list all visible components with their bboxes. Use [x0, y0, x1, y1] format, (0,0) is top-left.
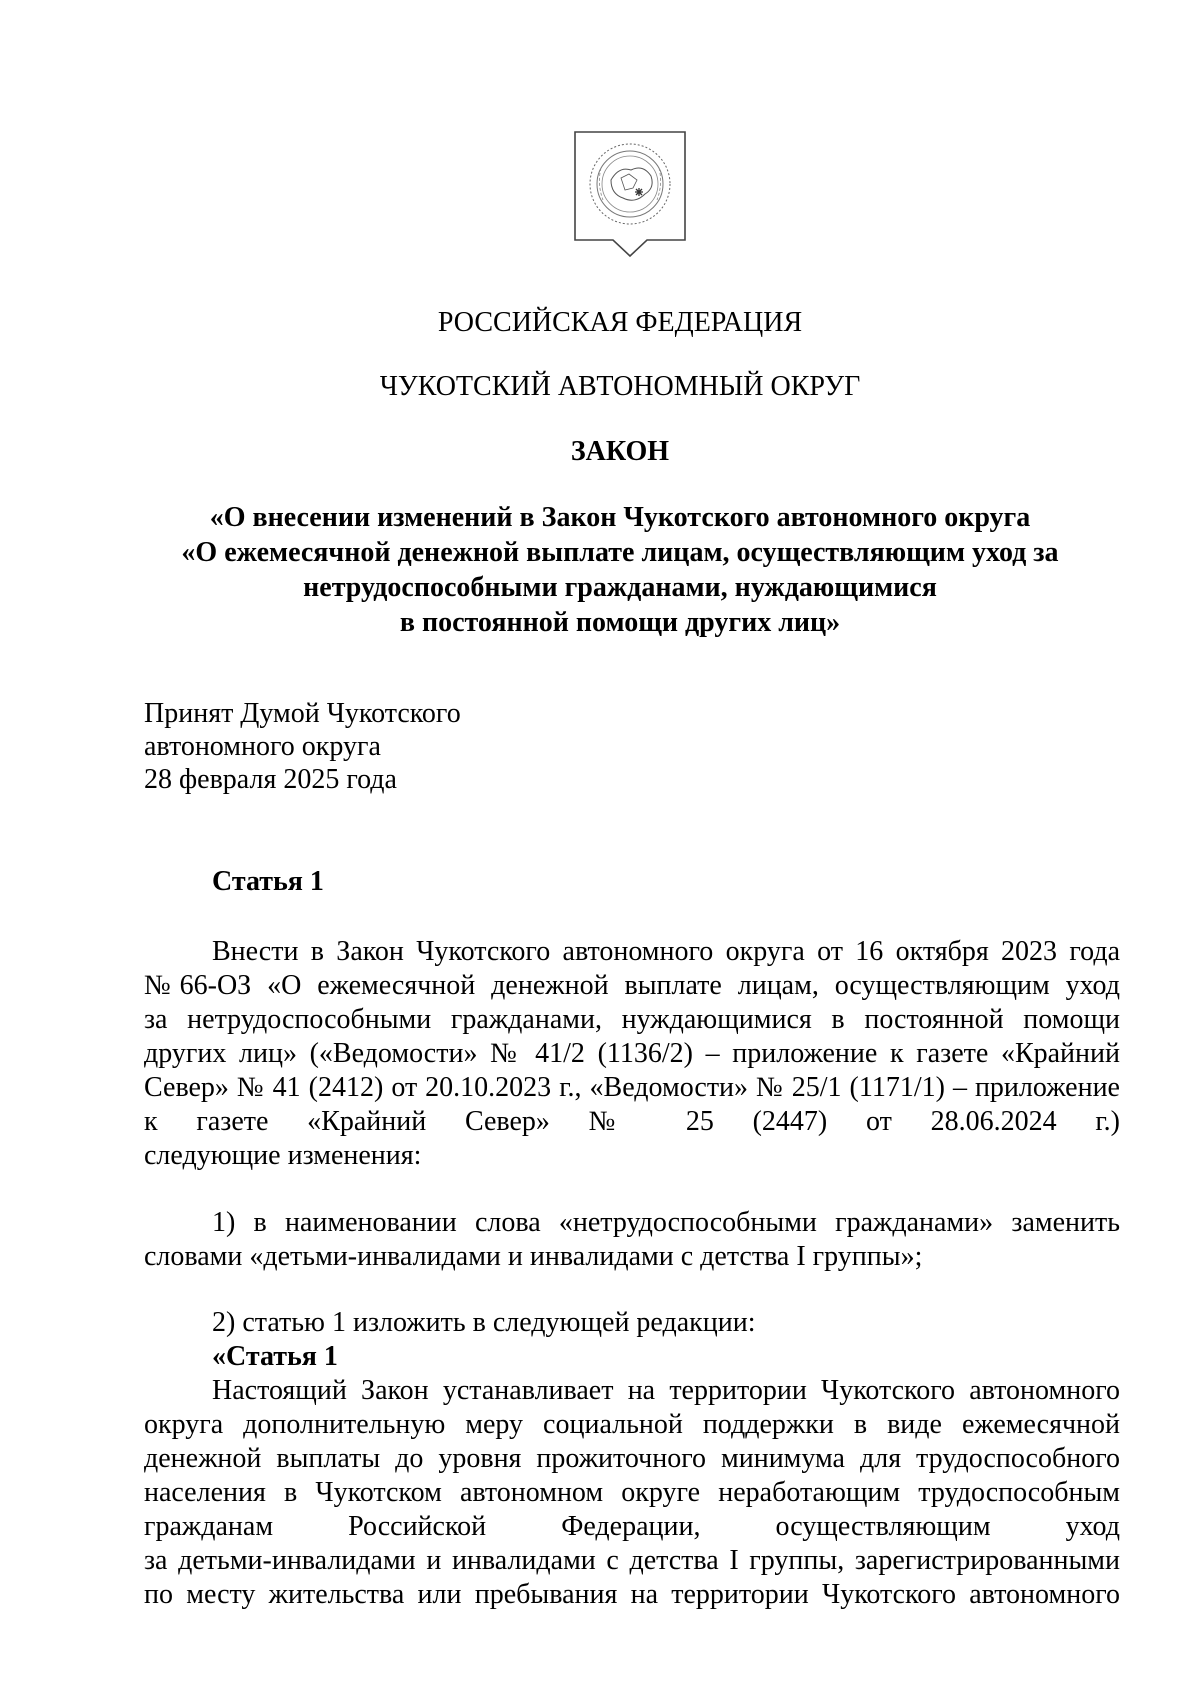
paragraph-line: за детьми-инвалидами и инвалидами с детства I группы, зарегистрированными — [144, 1545, 1120, 1576]
region-heading: ЧУКОТСКИЙ АВТОНОМНЫЙ ОКРУГ — [379, 371, 861, 402]
paragraph-line: других лиц» («Ведомости» № 41/2 (1136/2) – приложение к газете «Крайний — [144, 1038, 1120, 1069]
article-heading: Статья 1 — [212, 866, 324, 897]
adoption-note-line: автономного округа — [144, 731, 381, 762]
paragraph-line: за нетрудоспособными гражданами, нуждающимися в постоянной помощи — [144, 1004, 1120, 1035]
paragraph-line: по месту жительства или пребывания на территории Чукотского автономного — [144, 1579, 1120, 1610]
paragraph-line: 2) статью 1 изложить в следующей редакции: — [212, 1307, 756, 1338]
coat-of-arms-icon — [571, 128, 689, 276]
paragraph-line: гражданам Российской Федерации, осуществляющим уход — [144, 1511, 1120, 1542]
article-intro-paragraph — [144, 935, 1120, 1173]
law-title-line: в постоянной помощи других лиц» — [399, 607, 841, 638]
amendment-item-1 — [144, 1206, 1120, 1274]
paragraph-line: Внести в Закон Чукотского автономного округа от 16 октября 2023 года — [212, 936, 1120, 967]
quoted-article-text — [144, 1374, 1120, 1612]
adoption-note — [144, 697, 744, 796]
paragraph-line: Север» № 41 (2412) от 20.10.2023 г., «Ведомости» № 25/1 (1171/1) – приложение — [144, 1072, 1120, 1103]
quoted-article-heading: «Статья 1 — [212, 1341, 338, 1372]
law-title-line: «О внесении изменений в Закон Чукотского автономного округа — [209, 502, 1031, 533]
paragraph-line: словами «детьми-инвалидами и инвалидами с детства I группы»; — [144, 1241, 923, 1272]
adoption-date: 28 февраля 2025 года — [144, 764, 397, 795]
paragraph-line: денежной выплаты до уровня прожиточного минимума для трудоспособного — [144, 1443, 1120, 1474]
paragraph-line: 1) в наименовании слова «нетрудоспособными гражданами» заменить — [212, 1207, 1120, 1238]
amendment-item-2 — [144, 1306, 1120, 1374]
law-title — [130, 500, 1110, 640]
country-heading: РОССИЙСКАЯ ФЕДЕРАЦИЯ — [437, 307, 803, 338]
paragraph-line: к газете «Крайний Север» № 25 (2447) от 28.06.2024 г.) — [144, 1106, 1120, 1137]
paragraph-line: следующие изменения: — [144, 1140, 422, 1171]
document-type-heading: ЗАКОН — [570, 436, 670, 467]
adoption-note-line: Принят Думой Чукотского — [144, 698, 461, 729]
paragraph-line: населения в Чукотском автономном округе неработающим трудоспособным — [144, 1477, 1120, 1508]
law-title-line: «О ежемесячной денежной выплате лицам, осуществляющим уход за — [181, 537, 1059, 568]
paragraph-line: Настоящий Закон устанавливает на территории Чукотского автономного — [212, 1375, 1120, 1406]
law-title-line: нетрудоспособными гражданами, нуждающимися — [303, 572, 937, 603]
paragraph-line: №66-ОЗ «О ежемесячной денежной выплате лицам, осуществляющим уход — [144, 970, 1120, 1001]
paragraph-line: округа дополнительную меру социальной поддержки в виде ежемесячной — [144, 1409, 1120, 1440]
